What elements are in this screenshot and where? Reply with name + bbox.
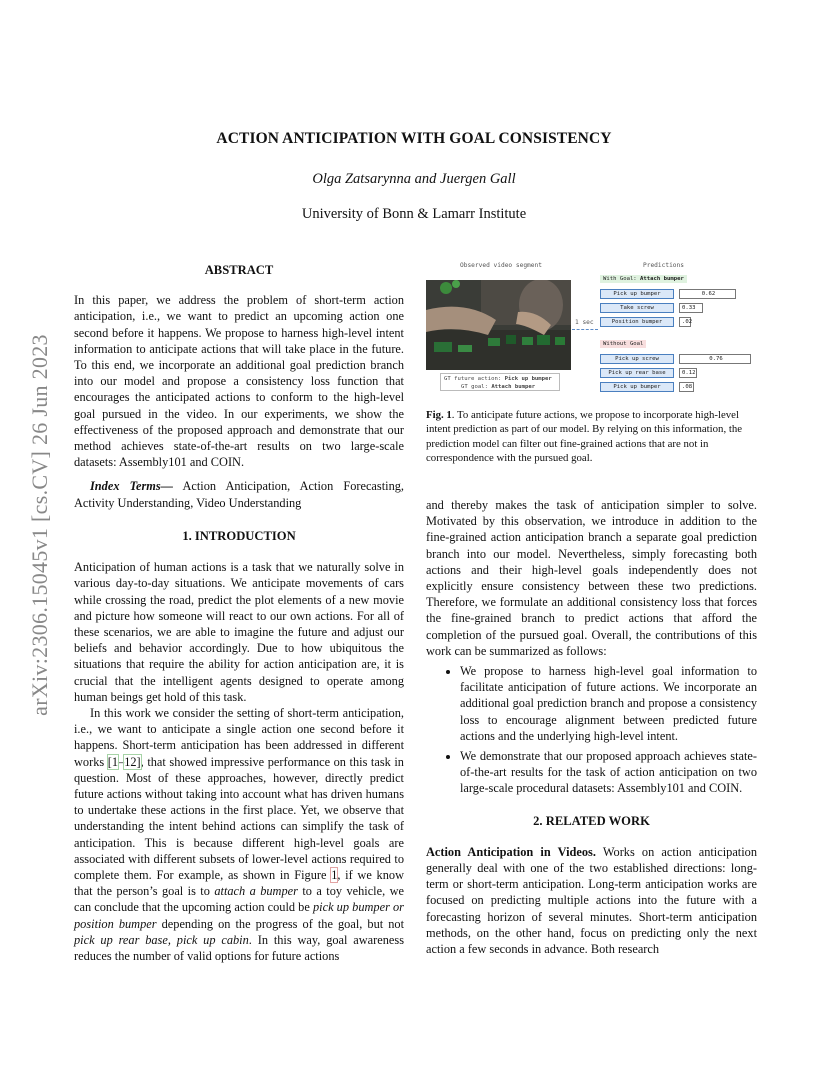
index-terms-label: Index Terms— bbox=[90, 479, 174, 494]
gt-future-label: GT future action: bbox=[444, 376, 505, 382]
with-goal-pred-label: Take screw bbox=[600, 303, 674, 313]
gt-goal-value: Attach bumper bbox=[491, 384, 536, 390]
intro-p2-text: In this work we consider the setting of short-term anticipation, i.e., we want to anticipate a single action one second before it happens. Short-term anticipation has been addressed in different works bbox=[74, 706, 404, 769]
with-goal-pred-value: .02 bbox=[679, 317, 691, 327]
abstract-heading: ABSTRACT bbox=[204, 263, 274, 277]
without-goal-pred-value: 0.12 bbox=[679, 368, 697, 378]
paper-title: ACTION ANTICIPATION WITH GOAL CONSISTENCY bbox=[216, 130, 612, 147]
citation-link-1[interactable]: [1 bbox=[107, 754, 119, 769]
gt-goal-line bbox=[444, 383, 556, 391]
observed-label: Observed video segment bbox=[460, 262, 542, 269]
gt-future-value: Pick up bumper bbox=[504, 376, 552, 382]
without-goal-pred-label: Pick up screw bbox=[600, 354, 674, 364]
with-goal-pred-label: Position bumper bbox=[600, 317, 674, 327]
related-work-lead: Action Anticipation in Videos. bbox=[426, 844, 596, 859]
time-label: 1 sec bbox=[575, 319, 594, 326]
without-goal-pred-value: .08 bbox=[679, 382, 694, 392]
abstract-section bbox=[74, 262, 404, 511]
right-column bbox=[426, 497, 757, 957]
contribution-item: • We demonstrate that our proposed approach achieves state-of-the-art results for the task of action anticipation on two large-scale procedural datasets: Assembly101 and COIN. bbox=[460, 748, 757, 797]
figure-caption bbox=[426, 408, 757, 465]
with-goal-label: With Goal: bbox=[603, 276, 641, 282]
intro-p2-italic: attach a bumper bbox=[214, 884, 298, 899]
without-goal-pred-value: 0.76 bbox=[679, 354, 751, 364]
intro-p2-text: depending on the progress of the goal, but not bbox=[156, 916, 405, 931]
citation-link-12[interactable]: 12] bbox=[124, 754, 141, 769]
paper-affiliation: University of Bonn & Lamarr Institute bbox=[301, 206, 527, 222]
caption-label: Fig. 1 bbox=[426, 409, 452, 421]
time-arrow bbox=[572, 329, 598, 330]
paper-authors: Olga Zatsarynna and Juergen Gall bbox=[312, 171, 516, 187]
intro-p2-text: , that showed impressive performance on this task in question. Most of these approaches, however, directly predict future actions without taking into account what has driven humans to undertake these actions in the first place. Yet, we observe that understanding the intent behind actions can simplify the task of anticipation. This is because different high-level goals are associated with different subsets of lower-level actions required to complete them. For example, as shown in Figure bbox=[74, 754, 404, 883]
intro-p2-text: to a toy vehicle, we can conclude that the upcoming action could be bbox=[74, 884, 404, 915]
intro-p2-text: , if we know that the person’s goal is to bbox=[74, 868, 404, 899]
abstract-text: In this paper, we address the problem of short-term action anticipation, i.e., we want to predict an upcoming action one second before it happens. We propose to harness high-level intent information to anticipate actions that will take place in the future. To this end, we incorporate an additional goal prediction branch into our model and propose a consistency loss function that encourages the anticipated actions to conform to the high-level goal pursued in the video. In our experiments, we show the effectiveness of the proposed approach and demonstrate that our method achieves state-of-the-art results on two large-scale datasets: Assembly101 and COIN. bbox=[74, 293, 404, 470]
gt-goal-label: GT goal: bbox=[461, 384, 492, 390]
without-goal-pred-label: Pick up rear base bbox=[600, 368, 674, 378]
with-goal-header bbox=[600, 275, 687, 283]
with-goal-value: Attach bumper bbox=[640, 276, 684, 282]
without-goal-pred-label: Pick up bumper bbox=[600, 382, 674, 392]
with-goal-pred-label: Pick up bumper bbox=[600, 289, 674, 299]
ground-truth-box bbox=[440, 373, 560, 391]
intro-heading: 1. INTRODUCTION bbox=[182, 529, 296, 543]
related-work-paragraph bbox=[426, 844, 757, 957]
contributions-list bbox=[426, 663, 757, 797]
video-frame-image bbox=[426, 280, 571, 370]
citation-dash: – bbox=[118, 754, 125, 769]
figure-link-1[interactable]: 1 bbox=[331, 868, 338, 883]
figure-1 bbox=[426, 258, 766, 398]
gt-future-line bbox=[444, 375, 556, 383]
with-goal-pred-value: 0.33 bbox=[679, 303, 703, 313]
video-frame-illustration bbox=[426, 280, 571, 370]
intro-section bbox=[74, 528, 404, 964]
index-terms-text: Action Anticipation, Action Forecasting, Activity Understanding, Video Understanding bbox=[74, 479, 405, 510]
with-goal-pred-value: 0.62 bbox=[679, 289, 736, 299]
predictions-label: Predictions bbox=[643, 262, 684, 269]
related-work-heading: 2. RELATED WORK bbox=[533, 813, 650, 828]
arxiv-stamp bbox=[20, 290, 60, 760]
contributions-intro: and thereby makes the task of anticipation simpler to solve. Motivated by this observation, we introduce in addition to the fine-grained action anticipation branch a separate goal prediction branch into our model. Nevertheless, simply forecasting both actions and their high-level goals independently does not explicitly ensure consistency between these two predictions. Therefore, we formulate an additional consistency loss that forces the fine-grained branch to predict actions that afford the completion of the pursued goal. Overall, the contributions of this work can be summarized as follows: bbox=[426, 498, 757, 658]
intro-p2-italic: pick up rear base, pick up cabin bbox=[74, 932, 249, 947]
index-terms bbox=[74, 478, 404, 510]
without-goal-header: Without Goal bbox=[600, 340, 646, 348]
caption-text: . To anticipate future actions, we propose to incorporate high-level intent prediction as part of our model. By relying on this information, the prediction model can filter out fine-grained actions that are not in correspondence with the pursued goal. bbox=[426, 409, 743, 464]
intro-p2-text: . In this way, goal awareness reduces the number of valid options for future actions bbox=[74, 932, 404, 964]
related-work-text: Works on action anticipation generally deal with one of the two established directions: long-term or short-term anticipation. Long-term anticipation works are focused on predicting multiple actions into the future with a forecasting horizon of several minutes. Short-term anticipation methods, on the other hand, focus on predicting only the next action a few seconds in advance. Both research bbox=[426, 844, 757, 957]
contribution-item: • We propose to harness high-level goal information to facilitate anticipation of future actions. We incorporate an additional goal prediction branch and propose a consistency loss to encourage alignment between predicted future actions and the underlying high-level intent. bbox=[460, 663, 757, 744]
arxiv-stamp-text: arXiv:2306.15045v1 [cs.CV] 26 Jun 2023 bbox=[27, 334, 52, 716]
intro-paragraph-1: Anticipation of human actions is a task that we naturally solve in various day-to-day situations. We anticipate movements of cars while crossing the road, predict the plot elements of a new movie and picture how someone will react to our own actions. For all of these scenarios, we are able to imagine the future and adjust our beliefs and behavior accordingly. Due to how ubiquitous the situations that require the ability for action anticipation are, it is crucial that the intelligent agents designed to operate among human beings get hold of this task. bbox=[74, 560, 404, 704]
intro-paragraph-2 bbox=[74, 705, 404, 964]
intro-p2-italic: pick up bumper or position bumper bbox=[74, 900, 404, 931]
